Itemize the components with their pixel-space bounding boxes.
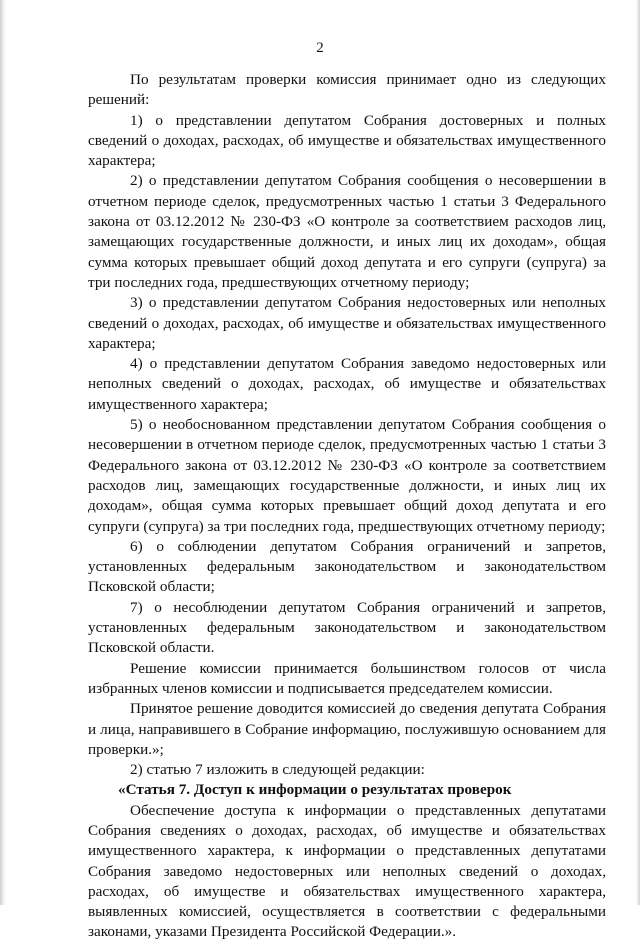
decision-voting-paragraph: Решение комиссии принимается большинством голосов от числа избранных членов комиссии и подписывается председателем комиссии. [88, 659, 606, 697]
scan-edge-left [0, 0, 6, 905]
decision-item-4: 4) о представлении депутатом Собрания заведомо недостоверных или неполных сведений о доходах, расходах, об имуществе и обязательствах имущественного характера; [88, 355, 606, 413]
document-body [88, 70, 606, 943]
amendment-article-7: 2) статью 7 изложить в следующей редакции: [130, 761, 425, 779]
decision-item-5: 5) о необоснованном представлении депутатом Собрания сообщения о несовершении в отчетном периоде сделок, предусмотренных частью 1 статьи 3 Федерального закона от 03.12.2012 № 230-ФЗ «О контроле за соответствием расходов лиц, замещающих государственные должности, и иных лиц их доходам», общая сумма которых превышает общий доход депутата и его супруги (супруга) за три последних года, предшествующих отчетному периоду; [88, 416, 606, 535]
decision-item-3: 3) о представлении депутатом Собрания недостоверных или неполных сведений о доходах, расходах, об имуществе и обязательствах имущественного характера; [88, 294, 606, 352]
article-heading: «Статья 7. Доступ к информации о результатах проверок [118, 781, 512, 799]
decision-item-1: 1) о представлении депутатом Собрания достоверных и полных сведений о доходах, расходах, об имуществе и обязательствах имущественного характера; [88, 111, 606, 170]
article-body: Обеспечение доступа к информации о представленных депутатами Собрания сведениях о доходах, расходах, об имуществе и обязательствах имущественного характера, к информации о представленных депутатами Собрания заведомо недостоверных или неполных сведений о доходах, расходах, об имуществе и обязательствах имущественного характера, выявленных комиссией, осуществляется в соответствии с федеральными законами, указами Президента Российской Федерации.». [88, 801, 606, 941]
decision-notification-paragraph: Принятое решение доводится комиссией до сведения депутата Собрания и лица, направившего в Собрание информацию, послужившую основанием для проверки.»; [88, 700, 606, 758]
decision-item-2: 2) о представлении депутатом Собрания сообщения о несовершении в отчетном периоде сделок, предусмотренных частью 1 статьи 3 Федерального закона от 03.12.2012 № 230-ФЗ «О контроле за соответствием расходов лиц, замещающих государственные должности, и иных лиц их доходам», общая сумма которых превышает общий доход депутата и его супруги (супруга) за три последних года, предшествующих отчетному периоду; [88, 172, 606, 291]
scan-edge-right [636, 0, 640, 905]
decision-item-6: 6) о соблюдении депутатом Собрания ограничений и запретов, установленных федеральным законодательством и законодательством Псковской области; [88, 537, 606, 596]
decision-item-7: 7) о несоблюдении депутатом Собрания ограничений и запретов, установленных федеральным законодательством и законодательством Псковской области. [88, 598, 606, 657]
page-number: 2 [316, 40, 324, 56]
intro-paragraph: По результатам проверки комиссия принимает одно из следующих решений: [88, 71, 606, 109]
